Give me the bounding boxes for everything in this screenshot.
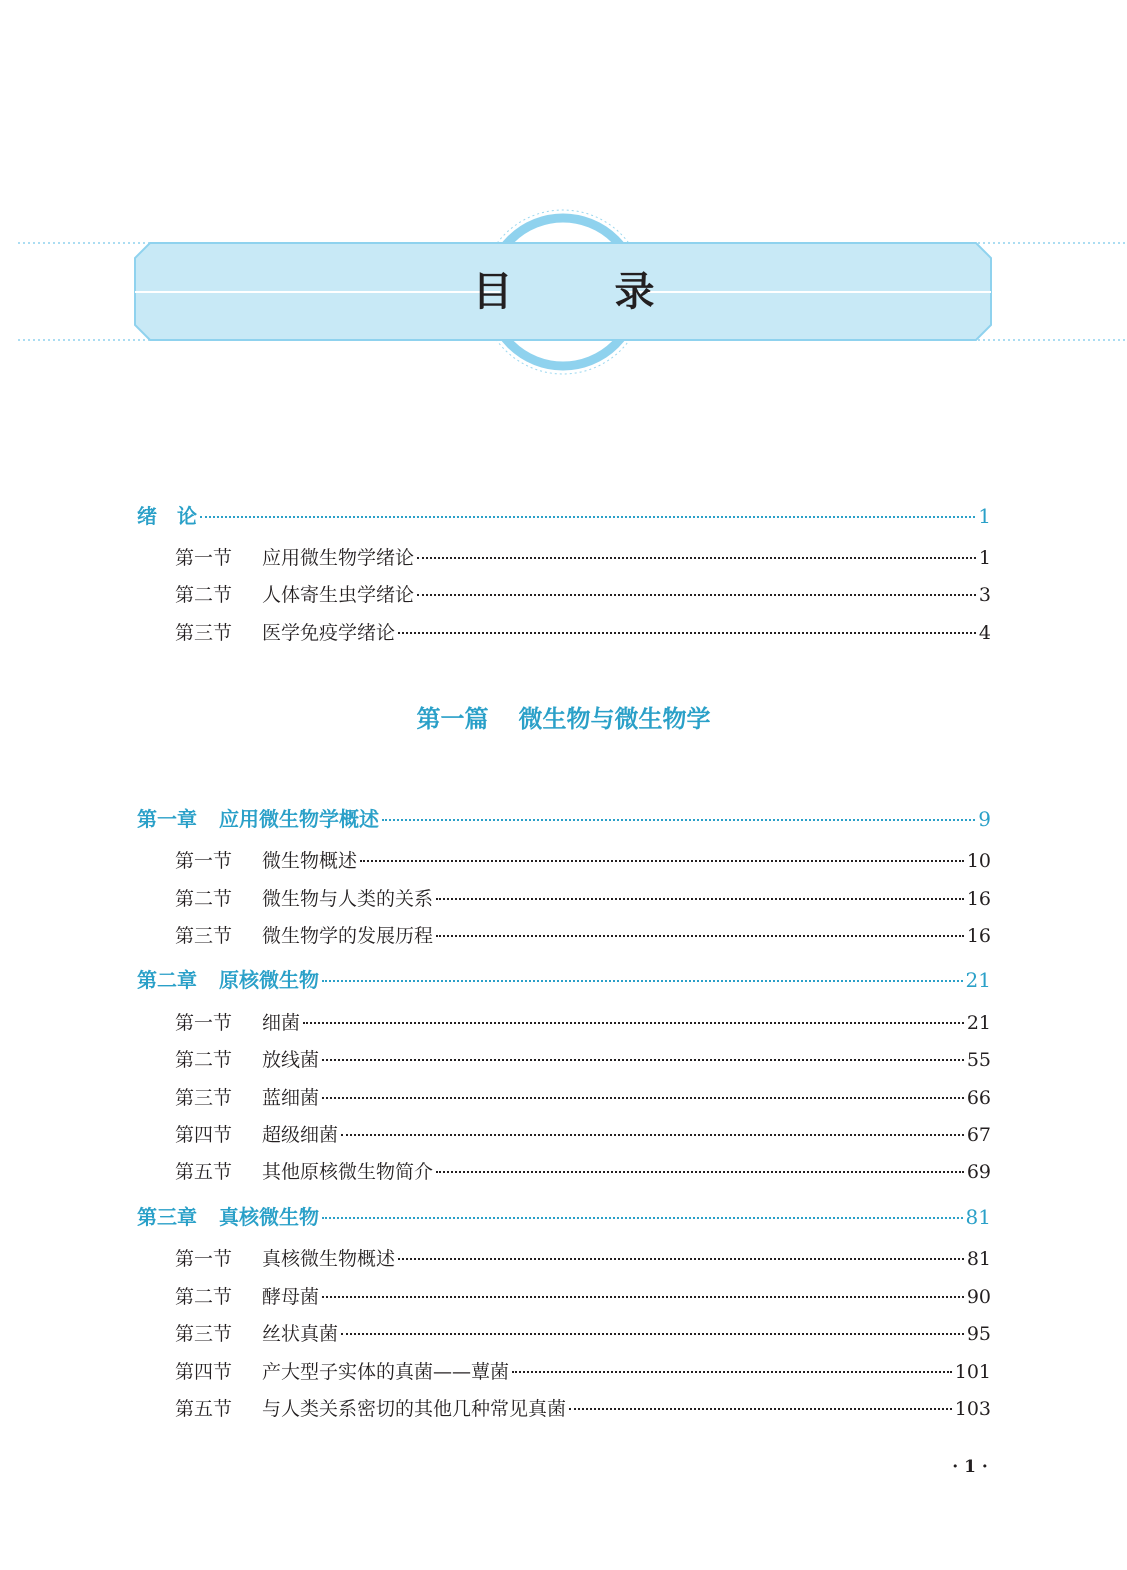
dot-leader [436,935,964,937]
section-page: 1 [978,547,991,569]
dot-leader [322,1217,963,1219]
toc-section-entry[interactable] [175,1357,991,1384]
dot-leader [360,860,964,862]
chapter-page: 21 [965,968,991,992]
dot-leader [417,594,976,596]
section-page: 55 [966,1049,991,1071]
section-page: 95 [966,1323,991,1345]
toc-section-entry[interactable] [175,1282,991,1309]
dot-leader [200,516,975,518]
toc-chapter-entry[interactable] [137,1201,991,1230]
dot-leader [436,1171,964,1173]
section-number: 第一节 [175,850,233,872]
toc-chapter-entry[interactable] [137,964,991,993]
section-page: 81 [966,1248,991,1270]
section-title: 微生物学的发展历程 [262,925,434,947]
chapter-page: 9 [978,807,991,831]
chapter-number: 第一章 [137,807,197,831]
part-heading [0,699,1127,734]
dot-leader [398,1258,964,1260]
dot-leader [322,1296,964,1298]
dot-leader [322,1097,964,1099]
section-title: 微生物与人类的关系 [262,888,434,910]
section-title: 超级细菌 [262,1124,339,1146]
section-page: 4 [978,622,991,644]
toc-chapter-entry[interactable] [137,803,991,832]
section-number: 第一节 [175,1012,233,1034]
section-number: 第二节 [175,1286,233,1308]
page-title: 目 录 [472,269,699,315]
section-title: 放线菌 [262,1049,320,1071]
section-title: 医学免疫学绪论 [262,622,396,644]
dot-leader [512,1371,952,1373]
page-number: · 1 · [952,1457,988,1477]
section-title: 应用微生物学绪论 [262,547,415,569]
part-title: 微生物与微生物学 [518,705,711,733]
dot-leader [341,1134,964,1136]
section-page: 90 [966,1286,991,1308]
toc-section-entry[interactable] [175,846,991,873]
section-page: 3 [978,584,991,606]
chapter-title: 应用微生物学概述 [219,807,379,831]
section-number: 第二节 [175,584,233,606]
section-page: 67 [966,1124,991,1146]
section-title: 产大型子实体的真菌——蕈菌 [262,1361,510,1383]
section-number: 第一节 [175,547,233,569]
dot-leader [303,1022,964,1024]
section-title: 微生物概述 [262,850,358,872]
toc-intro-entry[interactable] [137,500,991,529]
chapter-number: 第二章 [137,968,197,992]
toc-section-entry[interactable] [175,1120,991,1147]
dot-leader [569,1408,952,1410]
section-number: 第四节 [175,1361,233,1383]
section-page: 69 [966,1161,991,1183]
section-title: 细菌 [262,1012,301,1034]
section-title: 其他原核微生物简介 [262,1161,434,1183]
dot-leader [417,557,976,559]
chapter-title: 真核微生物 [219,1205,319,1229]
section-number: 第一节 [175,1248,233,1270]
section-page: 10 [966,850,991,872]
toc-intro-page: 1 [978,504,991,528]
toc-section-entry[interactable] [175,1244,991,1271]
toc-section-entry[interactable] [175,884,991,911]
section-title: 与人类关系密切的其他几种常见真菌 [262,1398,567,1420]
section-number: 第四节 [175,1124,233,1146]
section-page: 16 [966,925,991,947]
toc-section-entry[interactable] [175,1319,991,1346]
chapter-title: 原核微生物 [219,968,319,992]
toc-section-entry[interactable] [175,1008,991,1035]
section-title: 蓝细菌 [262,1087,320,1109]
toc-section-entry[interactable] [175,618,991,645]
dot-leader [322,1059,964,1061]
section-page: 103 [954,1398,991,1420]
toc-section-entry[interactable] [175,1083,991,1110]
toc-section-entry[interactable] [175,1157,991,1184]
chapter-number: 第三章 [137,1205,197,1229]
section-number: 第二节 [175,1049,233,1071]
toc-section-entry[interactable] [175,580,991,607]
section-page: 101 [954,1361,991,1383]
section-number: 第三节 [175,925,233,947]
dot-leader [398,632,976,634]
dot-leader [341,1333,964,1335]
section-number: 第三节 [175,1323,233,1345]
section-number: 第五节 [175,1398,233,1420]
section-title: 丝状真菌 [262,1323,339,1345]
toc-section-entry[interactable] [175,543,991,570]
section-page: 66 [966,1087,991,1109]
section-number: 第三节 [175,622,233,644]
section-title: 人体寄生虫学绪论 [262,584,415,606]
section-page: 21 [966,1012,991,1034]
section-number: 第二节 [175,888,233,910]
toc-section-entry[interactable] [175,921,991,948]
dot-leader [382,819,975,821]
dot-leader [322,980,963,982]
section-title: 酵母菌 [262,1286,320,1308]
toc-section-entry[interactable] [175,1045,991,1072]
section-number: 第五节 [175,1161,233,1183]
section-number: 第三节 [175,1087,233,1109]
part-label: 第一篇 [416,705,489,733]
toc-intro-title: 绪 论 [137,504,197,528]
toc-section-entry[interactable] [175,1394,991,1421]
dot-leader [436,898,964,900]
section-page: 16 [966,888,991,910]
section-title: 真核微生物概述 [262,1248,396,1270]
chapter-page: 81 [965,1205,991,1229]
